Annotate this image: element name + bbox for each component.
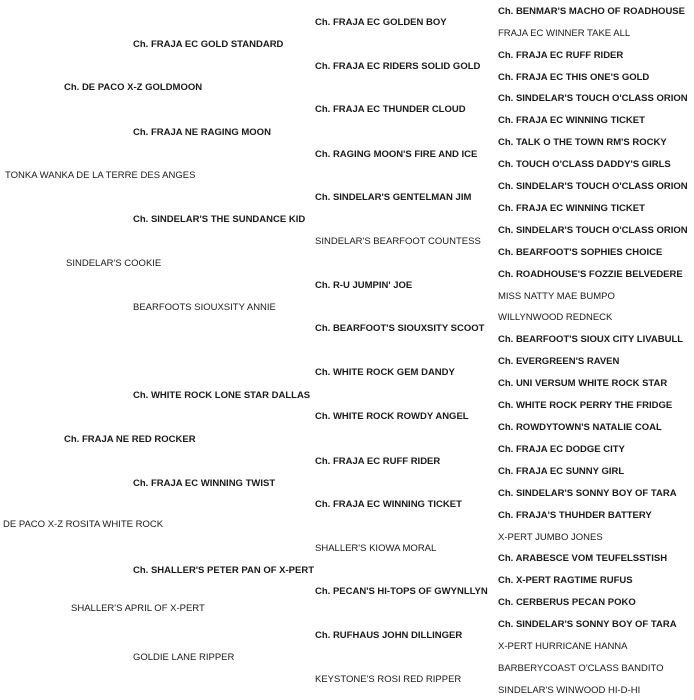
gen5-ancestor: Ch. BEARFOOT'S SIOUX CITY LIVABULL (498, 334, 684, 345)
gen4-ancestor: Ch. RAGING MOON'S FIRE AND ICE (315, 149, 478, 160)
gen5-ancestor: Ch. FRAJA EC SUNNY GIRL (498, 466, 625, 477)
gen5-ancestor: Ch. ROADHOUSE'S FOZZIE BELVEDERE (498, 269, 683, 280)
gen5-ancestor: Ch. EVERGREEN'S RAVEN (498, 356, 620, 367)
gen5-ancestor: Ch. FRAJA EC WINNING TICKET (498, 115, 645, 126)
gen5-ancestor: X-PERT JUMBO JONES (498, 532, 603, 543)
gen5-ancestor: Ch. SINDELAR'S TOUCH O'CLASS ORION (498, 225, 688, 236)
sire: TONKA WANKA DE LA TERRE DES ANGES (5, 170, 196, 181)
great-grandparent: Ch. FRAJA NE RAGING MOON (133, 127, 271, 138)
gen5-ancestor: Ch. FRAJA EC WINNING TICKET (498, 203, 645, 214)
gen4-ancestor: Ch. BEARFOOT'S SIOUXSITY SCOOT (315, 323, 485, 334)
gen5-ancestor: Ch. FRAJA'S THUHDER BATTERY (498, 510, 652, 521)
gen4-ancestor: Ch. FRAJA EC THUNDER CLOUD (315, 104, 466, 115)
gen4-ancestor: Ch. WHITE ROCK GEM DANDY (315, 367, 455, 378)
great-grandparent: Ch. WHITE ROCK LONE STAR DALLAS (133, 390, 311, 401)
gen5-ancestor: X-PERT HURRICANE HANNA (498, 641, 628, 652)
gen4-ancestor: Ch. FRAJA EC RIDERS SOLID GOLD (315, 61, 481, 72)
gen5-ancestor: Ch. BENMAR'S MACHO OF ROADHOUSE (498, 6, 685, 17)
gen5-ancestor: SINDELAR'S WINWOOD HI-D-HI (498, 685, 641, 696)
gen4-ancestor: Ch. SINDELAR'S GENTELMAN JIM (315, 192, 472, 203)
gen5-ancestor: Ch. TOUCH O'CLASS DADDY'S GIRLS (498, 159, 671, 170)
gen4-ancestor: Ch. WHITE ROCK ROWDY ANGEL (315, 411, 469, 422)
gen4-ancestor: Ch. RUFHAUS JOHN DILLINGER (315, 630, 463, 641)
great-grandparent: Ch. SHALLER'S PETER PAN OF X-PERT (133, 565, 315, 576)
gen5-ancestor: Ch. WHITE ROCK PERRY THE FRIDGE (498, 400, 673, 411)
gen5-ancestor: Ch. FRAJA EC THIS ONE'S GOLD (498, 72, 650, 83)
gen4-ancestor: Ch. FRAJA EC WINNING TICKET (315, 499, 462, 510)
gen4-ancestor: SINDELAR'S BEARFOOT COUNTESS (315, 236, 481, 247)
great-grandparent: Ch. FRAJA EC GOLD STANDARD (133, 39, 284, 50)
gen5-ancestor: Ch. SINDELAR'S SONNY BOY OF TARA (498, 619, 677, 630)
gen5-ancestor: Ch. CERBERUS PECAN POKO (498, 597, 636, 608)
paternal-granddam: SINDELAR'S COOKIE (66, 258, 162, 269)
gen5-ancestor: MISS NATTY MAE BUMPO (498, 291, 615, 302)
gen5-ancestor: Ch. TALK O THE TOWN RM'S ROCKY (498, 137, 667, 148)
gen5-ancestor: Ch. ARABESCE VOM TEUFELSSTISH (498, 553, 668, 564)
gen4-ancestor: Ch. R-U JUMPIN' JOE (315, 280, 413, 291)
gen5-ancestor: Ch. BEARFOOT'S SOPHIES CHOICE (498, 247, 663, 258)
gen5-ancestor: Ch. SINDELAR'S TOUCH O'CLASS ORION (498, 181, 688, 192)
gen5-ancestor: Ch. FRAJA EC RUFF RIDER (498, 50, 624, 61)
gen4-ancestor: Ch. FRAJA EC GOLDEN BOY (315, 17, 447, 28)
gen4-ancestor: KEYSTONE'S ROSI RED RIPPER (315, 674, 462, 685)
gen4-ancestor: Ch. PECAN'S HI-TOPS OF GWYNLLYN (315, 586, 488, 597)
paternal-grandsire: Ch. DE PACO X-Z GOLDMOON (64, 82, 203, 93)
gen4-ancestor: SHALLER'S KIOWA MORAL (315, 543, 437, 554)
great-grandparent: BEARFOOTS SIOUXSITY ANNIE (133, 302, 276, 313)
dam: DE PACO X-Z ROSITA WHITE ROCK (3, 519, 164, 530)
gen5-ancestor: Ch. UNI VERSUM WHITE ROCK STAR (498, 378, 668, 389)
maternal-granddam: SHALLER'S APRIL OF X-PERT (71, 603, 205, 614)
gen5-ancestor: Ch. ROWDYTOWN'S NATALIE COAL (498, 422, 662, 433)
gen5-ancestor: Ch. X-PERT RAGTIME RUFUS (498, 575, 633, 586)
gen5-ancestor: Ch. SINDELAR'S SONNY BOY OF TARA (498, 488, 677, 499)
great-grandparent: GOLDIE LANE RIPPER (133, 652, 235, 663)
great-grandparent: Ch. FRAJA EC WINNING TWIST (133, 478, 276, 489)
great-grandparent: Ch. SINDELAR'S THE SUNDANCE KID (133, 214, 306, 225)
gen5-ancestor: BARBERYCOAST O'CLASS BANDITO (498, 663, 664, 674)
maternal-grandsire: Ch. FRAJA NE RED ROCKER (64, 434, 196, 445)
gen5-ancestor: WILLYNWOOD REDNECK (498, 312, 613, 323)
gen5-ancestor: FRAJA EC WINNER TAKE ALL (498, 28, 631, 39)
gen5-ancestor: Ch. FRAJA EC DODGE CITY (498, 444, 625, 455)
gen5-ancestor: Ch. SINDELAR'S TOUCH O'CLASS ORION (498, 93, 688, 104)
gen4-ancestor: Ch. FRAJA EC RUFF RIDER (315, 456, 441, 467)
